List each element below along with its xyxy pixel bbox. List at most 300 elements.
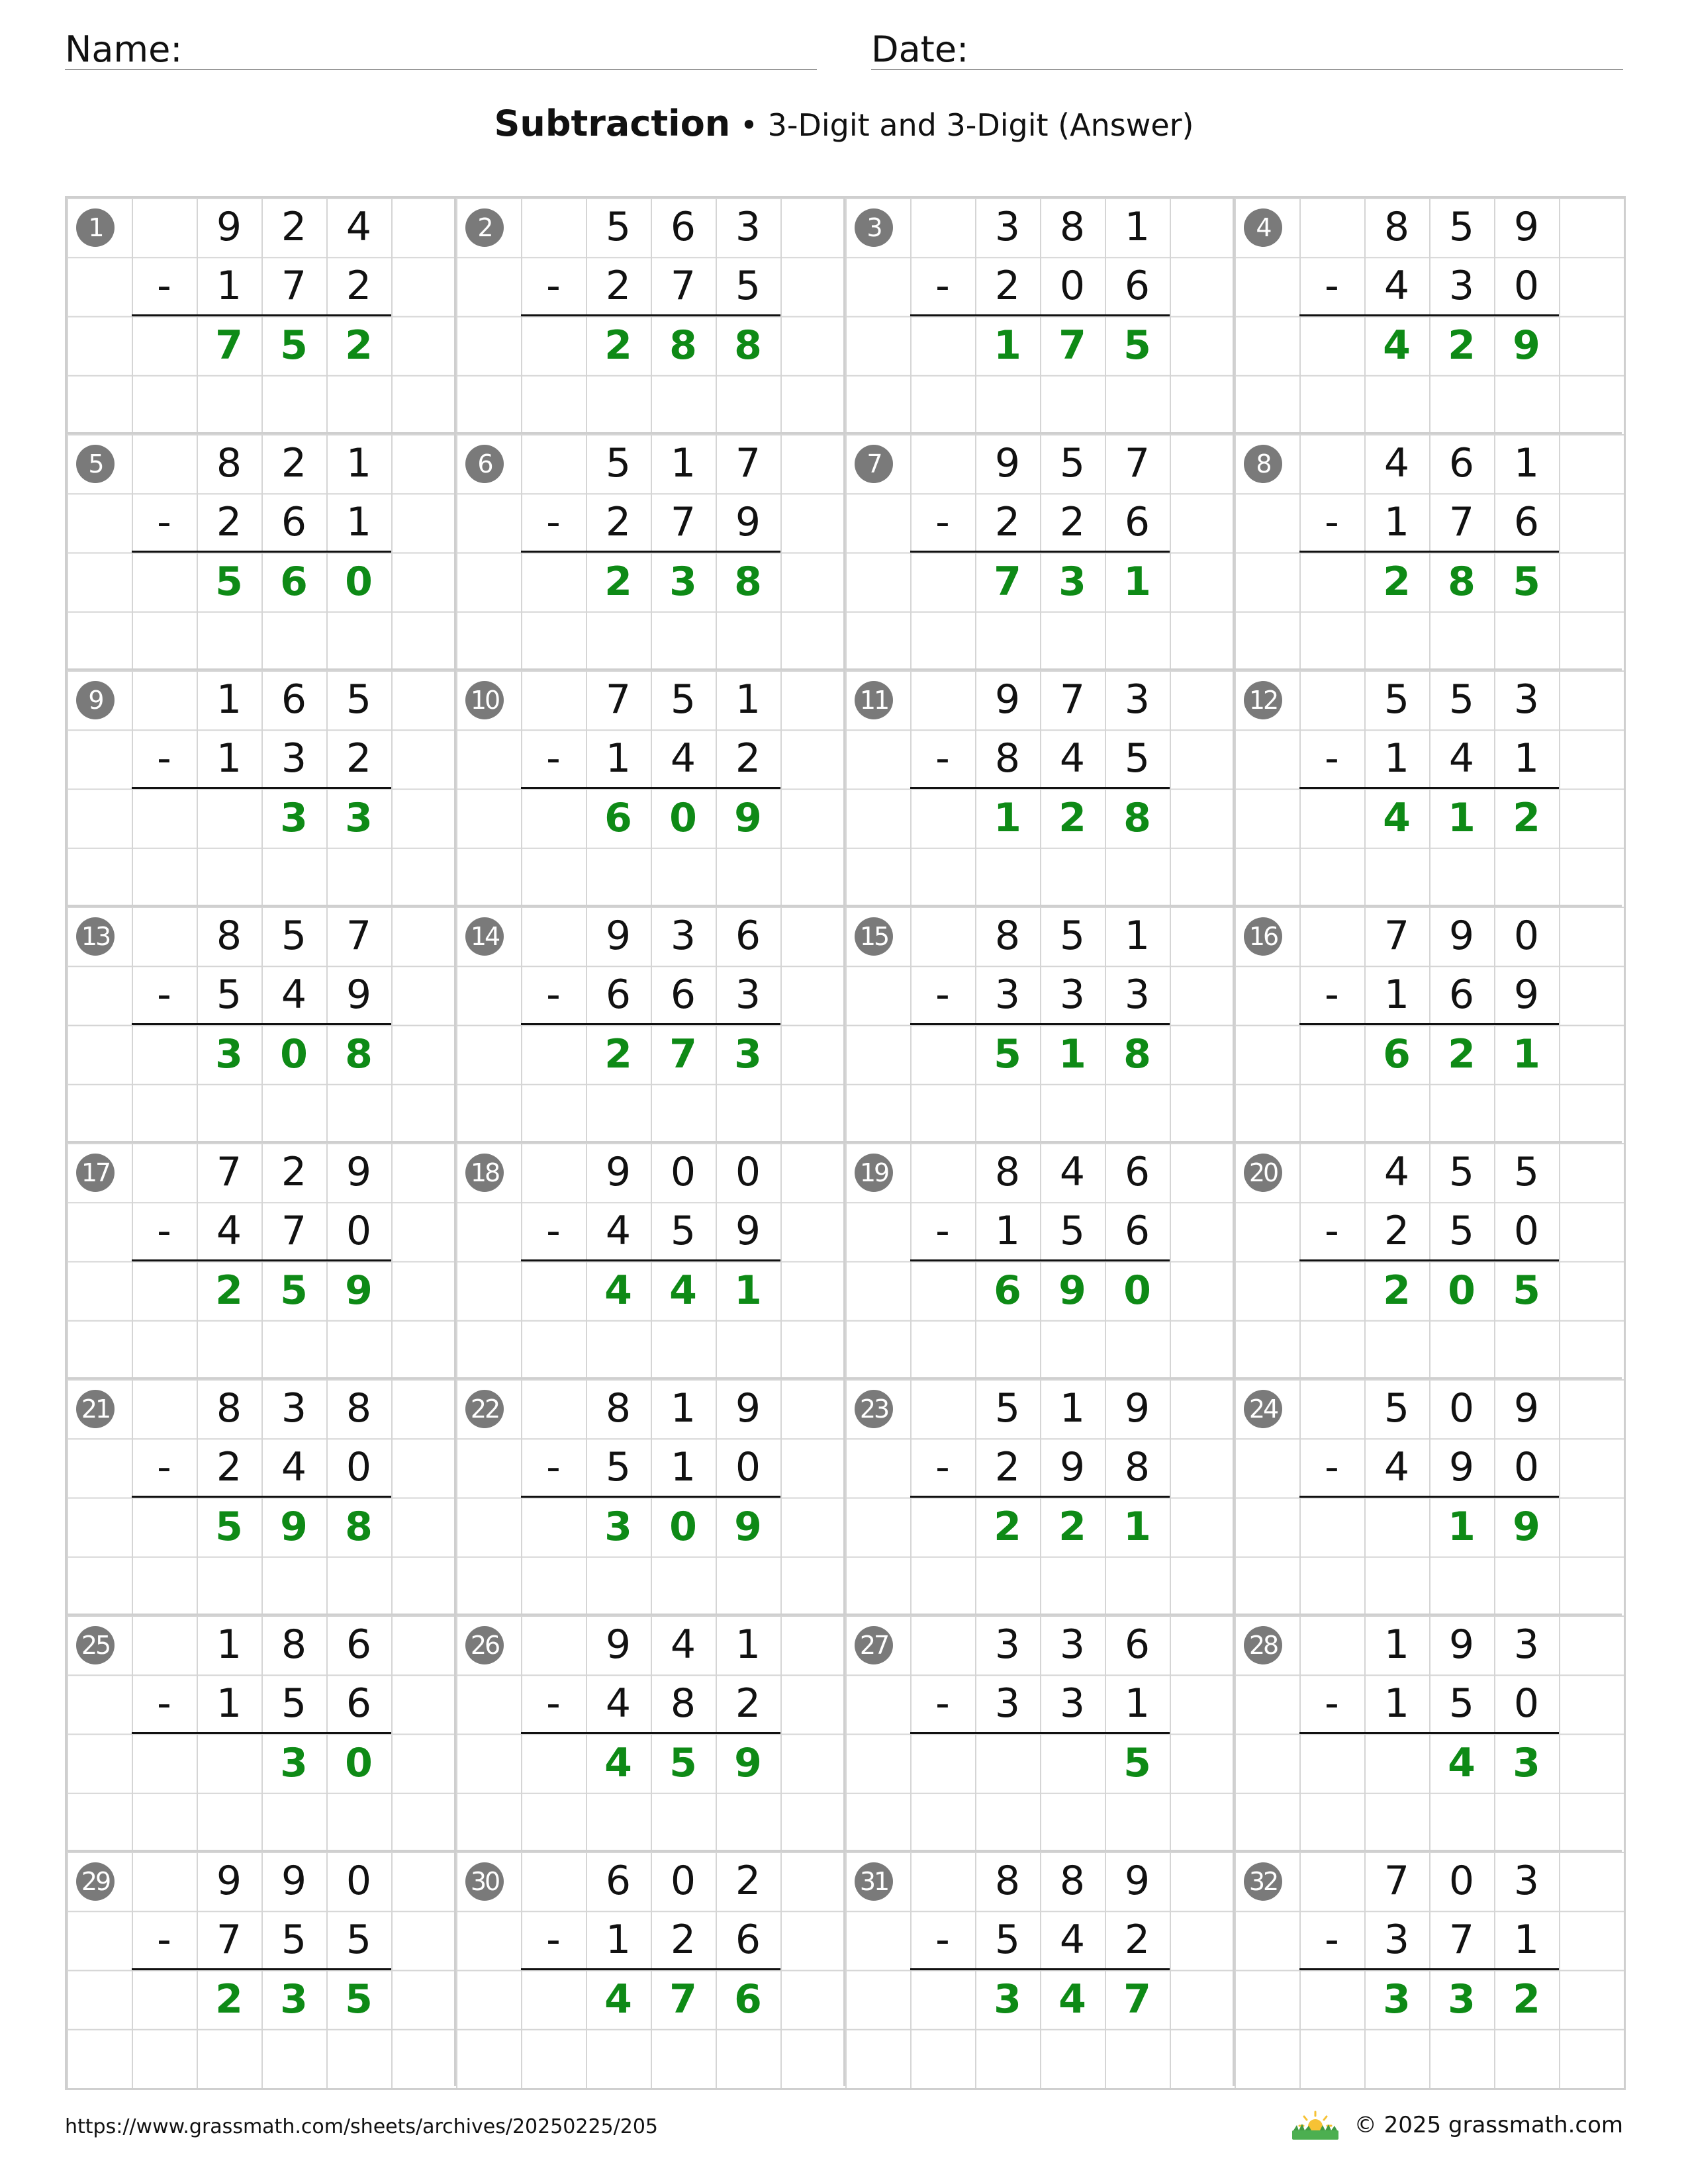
answer-digit: 4 (604, 1267, 632, 1314)
answer-digit: 1 (1123, 1503, 1151, 1550)
answer-digit: 8 (1123, 1030, 1151, 1077)
minuend-digit: 8 (605, 1385, 632, 1432)
minuend-digit: 5 (605, 440, 632, 486)
answer-digit: 5 (1123, 322, 1151, 369)
minuend-digit: 5 (1448, 204, 1475, 250)
answer-digit: 6 (994, 1267, 1021, 1314)
subtrahend-digit: 5 (605, 1444, 632, 1491)
minuend-digit: 5 (1383, 1385, 1410, 1432)
minus-sign: - (546, 1917, 561, 1964)
minuend-digit: 1 (1059, 1385, 1086, 1432)
answer-digit: 0 (345, 1739, 373, 1786)
subtrahend-digit: 2 (994, 1444, 1021, 1491)
minus-sign: - (935, 499, 950, 546)
minuend-digit: 4 (1383, 440, 1410, 486)
problem-number-badge: 4 (1244, 208, 1282, 247)
minus-sign: - (935, 1208, 950, 1255)
problem-number-badge: 24 (1244, 1390, 1282, 1428)
problem-12 (1233, 668, 1622, 905)
subtrahend-digit: 1 (346, 499, 372, 546)
subtrahend-digit: 1 (216, 263, 242, 310)
answer-digit: 6 (1383, 1030, 1411, 1077)
worksheet-title (0, 103, 1688, 144)
answer-digit: 4 (1383, 322, 1411, 369)
subtrahend-digit: 9 (735, 1208, 761, 1255)
minuend-digit: 5 (670, 676, 696, 723)
problem-18 (454, 1141, 843, 1377)
subtrahend-digit: 2 (994, 499, 1021, 546)
answer-digit: 3 (604, 1503, 632, 1550)
subtrahend-digit: 1 (1383, 499, 1410, 546)
subtrahend-digit: 2 (1383, 1208, 1410, 1255)
minuend-digit: 4 (346, 204, 372, 250)
subtrahend-digit: 9 (1448, 1444, 1475, 1491)
answer-digit: 1 (1123, 558, 1151, 605)
answer-digit: 4 (1448, 1739, 1476, 1786)
answer-digit: 9 (1058, 1267, 1086, 1314)
answer-digit: 2 (345, 322, 373, 369)
subtrahend-digit: 4 (1059, 735, 1086, 782)
subtrahend-digit: 7 (670, 499, 696, 546)
answer-digit: 3 (1448, 1976, 1476, 2023)
answer-digit: 8 (1448, 558, 1476, 605)
answer-digit: 9 (1513, 322, 1540, 369)
subtrahend-digit: 5 (1448, 1680, 1475, 1727)
minuend-digit: 8 (216, 1385, 242, 1432)
minuend-digit: 1 (735, 676, 761, 723)
minuend-digit: 6 (346, 1621, 372, 1668)
subtrahend-digit: 7 (1448, 499, 1475, 546)
problem-30 (454, 1850, 843, 2086)
answer-digit: 5 (280, 322, 308, 369)
date-field[interactable] (871, 25, 1623, 70)
subtrahend-digit: 2 (346, 263, 372, 310)
minuend-digit: 9 (1124, 1385, 1150, 1432)
problem-number-badge: 19 (855, 1154, 893, 1192)
minuend-digit: 6 (1124, 1149, 1150, 1195)
subtrahend-digit: 0 (1513, 263, 1540, 310)
minuend-digit: 1 (346, 440, 372, 486)
problem-6 (454, 432, 843, 668)
minuend-digit: 5 (994, 1385, 1021, 1432)
answer-digit: 3 (669, 558, 697, 605)
minus-sign: - (935, 1444, 950, 1491)
answer-digit: 6 (604, 794, 632, 841)
problem-number-badge: 5 (76, 445, 115, 483)
minuend-digit: 3 (1513, 1858, 1540, 1904)
minuend-digit: 5 (1383, 676, 1410, 723)
answer-digit: 3 (280, 794, 308, 841)
answer-digit: 2 (1383, 558, 1411, 605)
problem-number-badge: 30 (465, 1862, 504, 1901)
answer-digit: 3 (994, 1976, 1021, 2023)
subtrahend-digit: 8 (670, 1680, 696, 1727)
answer-digit: 8 (734, 558, 762, 605)
minus-sign: - (157, 972, 171, 1019)
subtrahend-digit: 1 (605, 1917, 632, 1964)
subtrahend-digit: 4 (670, 735, 696, 782)
minuend-digit: 1 (670, 440, 696, 486)
minuend-digit: 9 (216, 204, 242, 250)
problem-number-badge: 21 (76, 1390, 115, 1428)
problem-number-badge: 2 (465, 208, 504, 247)
answer-digit: 9 (1513, 1503, 1540, 1550)
minuend-digit: 9 (281, 1858, 307, 1904)
answer-digit: 8 (669, 322, 697, 369)
problem-number-badge: 3 (855, 208, 893, 247)
problem-25 (65, 1614, 454, 1850)
minus-sign: - (157, 735, 171, 782)
minus-sign: - (1325, 1208, 1339, 1255)
minuend-digit: 3 (670, 913, 696, 959)
problem-number-badge: 9 (76, 681, 115, 719)
minuend-digit: 6 (605, 1858, 632, 1904)
minuend-digit: 7 (1383, 913, 1410, 959)
problem-number-badge: 17 (76, 1154, 115, 1192)
minuend-digit: 5 (605, 204, 632, 250)
minuend-digit: 3 (1513, 1621, 1540, 1668)
problem-5 (65, 432, 454, 668)
subtrahend-digit: 3 (994, 972, 1021, 1019)
problem-13 (65, 905, 454, 1141)
subtrahend-digit: 1 (1513, 735, 1540, 782)
answer-digit: 0 (1448, 1267, 1476, 1314)
problem-16 (1233, 905, 1622, 1141)
subtrahend-digit: 7 (1448, 1917, 1475, 1964)
minuend-digit: 9 (1448, 1621, 1475, 1668)
subtrahend-digit: 0 (1513, 1680, 1540, 1727)
problem-4 (1233, 196, 1622, 432)
name-field[interactable] (65, 25, 817, 70)
minus-sign: - (935, 263, 950, 310)
minuend-digit: 6 (1124, 1621, 1150, 1668)
minus-sign: - (546, 263, 561, 310)
minuend-digit: 5 (346, 676, 372, 723)
answer-digit: 2 (1383, 1267, 1411, 1314)
answer-digit: 7 (215, 322, 243, 369)
subtrahend-digit: 6 (605, 972, 632, 1019)
subtrahend-digit: 5 (281, 1917, 307, 1964)
answer-digit: 7 (669, 1030, 697, 1077)
answer-digit: 5 (280, 1267, 308, 1314)
minuend-digit: 9 (346, 1149, 372, 1195)
minus-sign: - (1325, 1680, 1339, 1727)
answer-digit: 2 (1513, 794, 1540, 841)
minuend-digit: 5 (1513, 1149, 1540, 1195)
minus-sign: - (935, 1917, 950, 1964)
answer-digit: 5 (215, 1503, 243, 1550)
minuend-digit: 9 (1513, 1385, 1540, 1432)
problem-number-badge: 1 (76, 208, 115, 247)
minus-sign: - (157, 1444, 171, 1491)
subtrahend-digit: 5 (1124, 735, 1150, 782)
subtrahend-digit: 0 (1059, 263, 1086, 310)
problem-24 (1233, 1377, 1622, 1614)
problem-32 (1233, 1850, 1622, 2086)
minuend-digit: 9 (605, 1621, 632, 1668)
minuend-digit: 2 (281, 440, 307, 486)
minuend-digit: 6 (670, 204, 696, 250)
answer-digit: 5 (1513, 1267, 1540, 1314)
problem-number-badge: 12 (1244, 681, 1282, 719)
minus-sign: - (1325, 263, 1339, 310)
subtrahend-digit: 3 (1383, 1917, 1410, 1964)
problem-number-badge: 10 (465, 681, 504, 719)
answer-digit: 1 (734, 1267, 762, 1314)
subtrahend-digit: 6 (1124, 499, 1150, 546)
minuend-digit: 7 (1059, 676, 1086, 723)
answer-digit: 5 (669, 1739, 697, 1786)
answer-digit: 2 (604, 322, 632, 369)
answer-digit: 7 (669, 1976, 697, 2023)
subtrahend-digit: 1 (670, 1444, 696, 1491)
answer-digit: 7 (994, 558, 1021, 605)
minuend-digit: 0 (1513, 913, 1540, 959)
subtrahend-digit: 1 (605, 735, 632, 782)
minus-sign: - (157, 1680, 171, 1727)
answer-digit: 3 (280, 1976, 308, 2023)
minuend-digit: 5 (1059, 913, 1086, 959)
minuend-digit: 7 (735, 440, 761, 486)
minuend-digit: 9 (994, 676, 1021, 723)
problem-9 (65, 668, 454, 905)
answer-digit: 9 (280, 1503, 308, 1550)
problem-number-badge: 32 (1244, 1862, 1282, 1901)
minuend-digit: 1 (1124, 204, 1150, 250)
problem-11 (843, 668, 1233, 905)
minuend-digit: 3 (994, 1621, 1021, 1668)
subtrahend-digit: 4 (1383, 1444, 1410, 1491)
minus-sign: - (1325, 1444, 1339, 1491)
problem-28 (1233, 1614, 1622, 1850)
answer-digit: 2 (215, 1976, 243, 2023)
minuend-digit: 0 (735, 1149, 761, 1195)
minuend-digit: 9 (605, 1149, 632, 1195)
minuend-digit: 7 (216, 1149, 242, 1195)
subtrahend-digit: 7 (281, 263, 307, 310)
minuend-digit: 3 (1513, 676, 1540, 723)
answer-digit: 3 (1383, 1976, 1411, 2023)
problem-number-badge: 13 (76, 917, 115, 956)
subtrahend-digit: 5 (1448, 1208, 1475, 1255)
subtrahend-digit: 1 (994, 1208, 1021, 1255)
minuend-digit: 0 (1448, 1385, 1475, 1432)
minus-sign: - (1325, 499, 1339, 546)
answer-digit: 2 (1448, 322, 1476, 369)
problem-number-badge: 29 (76, 1862, 115, 1901)
answer-digit: 2 (1448, 1030, 1476, 1077)
minuend-digit: 3 (735, 204, 761, 250)
minuend-digit: 8 (994, 1858, 1021, 1904)
subtrahend-digit: 7 (670, 263, 696, 310)
minuend-digit: 8 (1059, 1858, 1086, 1904)
minuend-digit: 0 (670, 1149, 696, 1195)
subtrahend-digit: 2 (216, 1444, 242, 1491)
minus-sign: - (546, 972, 561, 1019)
answer-digit: 5 (1513, 558, 1540, 605)
minuend-digit: 8 (994, 913, 1021, 959)
problem-19 (843, 1141, 1233, 1377)
subtrahend-digit: 2 (735, 735, 761, 782)
minus-sign: - (546, 1680, 561, 1727)
subtrahend-digit: 5 (735, 263, 761, 310)
minus-sign: - (935, 735, 950, 782)
answer-digit: 9 (734, 794, 762, 841)
minus-sign: - (546, 499, 561, 546)
minuend-digit: 7 (346, 913, 372, 959)
answer-digit: 9 (734, 1739, 762, 1786)
problem-number-badge: 15 (855, 917, 893, 956)
subtrahend-digit: 3 (1059, 1680, 1086, 1727)
subtrahend-digit: 4 (605, 1680, 632, 1727)
footer-copyright: © 2025 grassmath.com (1354, 2112, 1623, 2138)
minuend-digit: 3 (994, 204, 1021, 250)
grass-sun-logo-icon (1291, 2109, 1340, 2141)
answer-digit: 3 (345, 794, 373, 841)
subtrahend-digit: 6 (1124, 1208, 1150, 1255)
minus-sign: - (1325, 972, 1339, 1019)
answer-digit: 3 (215, 1030, 243, 1077)
answer-digit: 0 (669, 1503, 697, 1550)
subtrahend-digit: 6 (346, 1680, 372, 1727)
minuend-digit: 9 (605, 913, 632, 959)
subtrahend-digit: 2 (605, 499, 632, 546)
answer-digit: 9 (734, 1503, 762, 1550)
minuend-digit: 5 (1448, 1149, 1475, 1195)
minus-sign: - (157, 263, 171, 310)
answer-digit: 0 (280, 1030, 308, 1077)
answer-digit: 2 (1058, 794, 1086, 841)
minuend-digit: 9 (216, 1858, 242, 1904)
subtrahend-digit: 6 (1513, 499, 1540, 546)
answer-digit: 0 (669, 794, 697, 841)
minuend-digit: 5 (1448, 676, 1475, 723)
minus-sign: - (935, 1680, 950, 1727)
minuend-digit: 4 (670, 1621, 696, 1668)
subtrahend-digit: 3 (281, 735, 307, 782)
minuend-digit: 4 (1059, 1149, 1086, 1195)
problem-number-badge: 6 (465, 445, 504, 483)
answer-digit: 3 (280, 1739, 308, 1786)
minuend-digit: 8 (216, 913, 242, 959)
title-subtitle: • 3-Digit and 3-Digit (Answer) (730, 107, 1194, 143)
answer-digit: 5 (215, 558, 243, 605)
minuend-digit: 6 (735, 913, 761, 959)
minuend-digit: 8 (1059, 204, 1086, 250)
subtrahend-digit: 3 (735, 972, 761, 1019)
subtrahend-digit: 5 (346, 1917, 372, 1964)
answer-digit: 8 (1123, 794, 1151, 841)
subtrahend-digit: 1 (1383, 972, 1410, 1019)
answer-digit: 3 (1513, 1739, 1540, 1786)
minuend-digit: 0 (1448, 1858, 1475, 1904)
problem-3 (843, 196, 1233, 432)
minus-sign: - (157, 1917, 171, 1964)
subtrahend-digit: 6 (281, 499, 307, 546)
problem-number-badge: 16 (1244, 917, 1282, 956)
answer-digit: 2 (604, 558, 632, 605)
answer-digit: 1 (1513, 1030, 1540, 1077)
answer-digit: 3 (1058, 558, 1086, 605)
problem-number-badge: 20 (1244, 1154, 1282, 1192)
problem-7 (843, 432, 1233, 668)
subtrahend-digit: 9 (1059, 1444, 1086, 1491)
subtrahend-digit: 8 (1124, 1444, 1150, 1491)
problem-number-badge: 31 (855, 1862, 893, 1901)
subtrahend-digit: 1 (1383, 1680, 1410, 1727)
minuend-digit: 5 (281, 913, 307, 959)
problem-15 (843, 905, 1233, 1141)
answer-digit: 4 (604, 1976, 632, 2023)
subtrahend-digit: 4 (605, 1208, 632, 1255)
subtrahend-digit: 5 (216, 972, 242, 1019)
problem-number-badge: 11 (855, 681, 893, 719)
subtrahend-digit: 1 (1513, 1917, 1540, 1964)
minus-sign: - (546, 1208, 561, 1255)
answer-digit: 4 (604, 1739, 632, 1786)
minuend-digit: 7 (1124, 440, 1150, 486)
answer-digit: 5 (994, 1030, 1021, 1077)
problem-23 (843, 1377, 1233, 1614)
footer-brand (1291, 2109, 1623, 2142)
problem-grid (65, 196, 1626, 2090)
footer-url: https://www.grassmath.com/sheets/archives/20250225/205 (65, 2115, 659, 2138)
subtrahend-digit: 2 (346, 735, 372, 782)
minuend-digit: 1 (1513, 440, 1540, 486)
subtrahend-digit: 0 (1513, 1208, 1540, 1255)
subtrahend-digit: 7 (281, 1208, 307, 1255)
subtrahend-digit: 4 (281, 1444, 307, 1491)
problem-1 (65, 196, 454, 432)
minuend-digit: 7 (605, 676, 632, 723)
subtrahend-digit: 2 (1124, 1917, 1150, 1964)
problem-10 (454, 668, 843, 905)
answer-digit: 3 (734, 1030, 762, 1077)
answer-digit: 6 (280, 558, 308, 605)
minuend-digit: 4 (1383, 1149, 1410, 1195)
problem-number-badge: 27 (855, 1626, 893, 1664)
subtrahend-digit: 9 (735, 499, 761, 546)
subtrahend-digit: 0 (346, 1444, 372, 1491)
minuend-digit: 0 (670, 1858, 696, 1904)
subtrahend-digit: 2 (216, 499, 242, 546)
minuend-digit: 6 (1448, 440, 1475, 486)
subtrahend-digit: 6 (735, 1917, 761, 1964)
problem-29 (65, 1850, 454, 2086)
minuend-digit: 9 (1448, 913, 1475, 959)
subtrahend-digit: 2 (735, 1680, 761, 1727)
answer-digit: 7 (1123, 1976, 1151, 2023)
answer-digit: 1 (994, 322, 1021, 369)
subtrahend-digit: 3 (1059, 972, 1086, 1019)
subtrahend-digit: 3 (1124, 972, 1150, 1019)
subtrahend-digit: 2 (670, 1917, 696, 1964)
subtrahend-digit: 4 (1059, 1917, 1086, 1964)
answer-digit: 8 (734, 322, 762, 369)
subtrahend-digit: 6 (1124, 263, 1150, 310)
minuend-digit: 0 (346, 1858, 372, 1904)
minuend-digit: 9 (1124, 1858, 1150, 1904)
answer-digit: 5 (1123, 1739, 1151, 1786)
subtrahend-digit: 1 (216, 735, 242, 782)
answer-digit: 0 (345, 558, 373, 605)
subtrahend-digit: 2 (994, 263, 1021, 310)
answer-digit: 7 (1058, 322, 1086, 369)
answer-digit: 2 (215, 1267, 243, 1314)
minus-sign: - (546, 735, 561, 782)
minus-sign: - (546, 1444, 561, 1491)
subtrahend-digit: 4 (216, 1208, 242, 1255)
